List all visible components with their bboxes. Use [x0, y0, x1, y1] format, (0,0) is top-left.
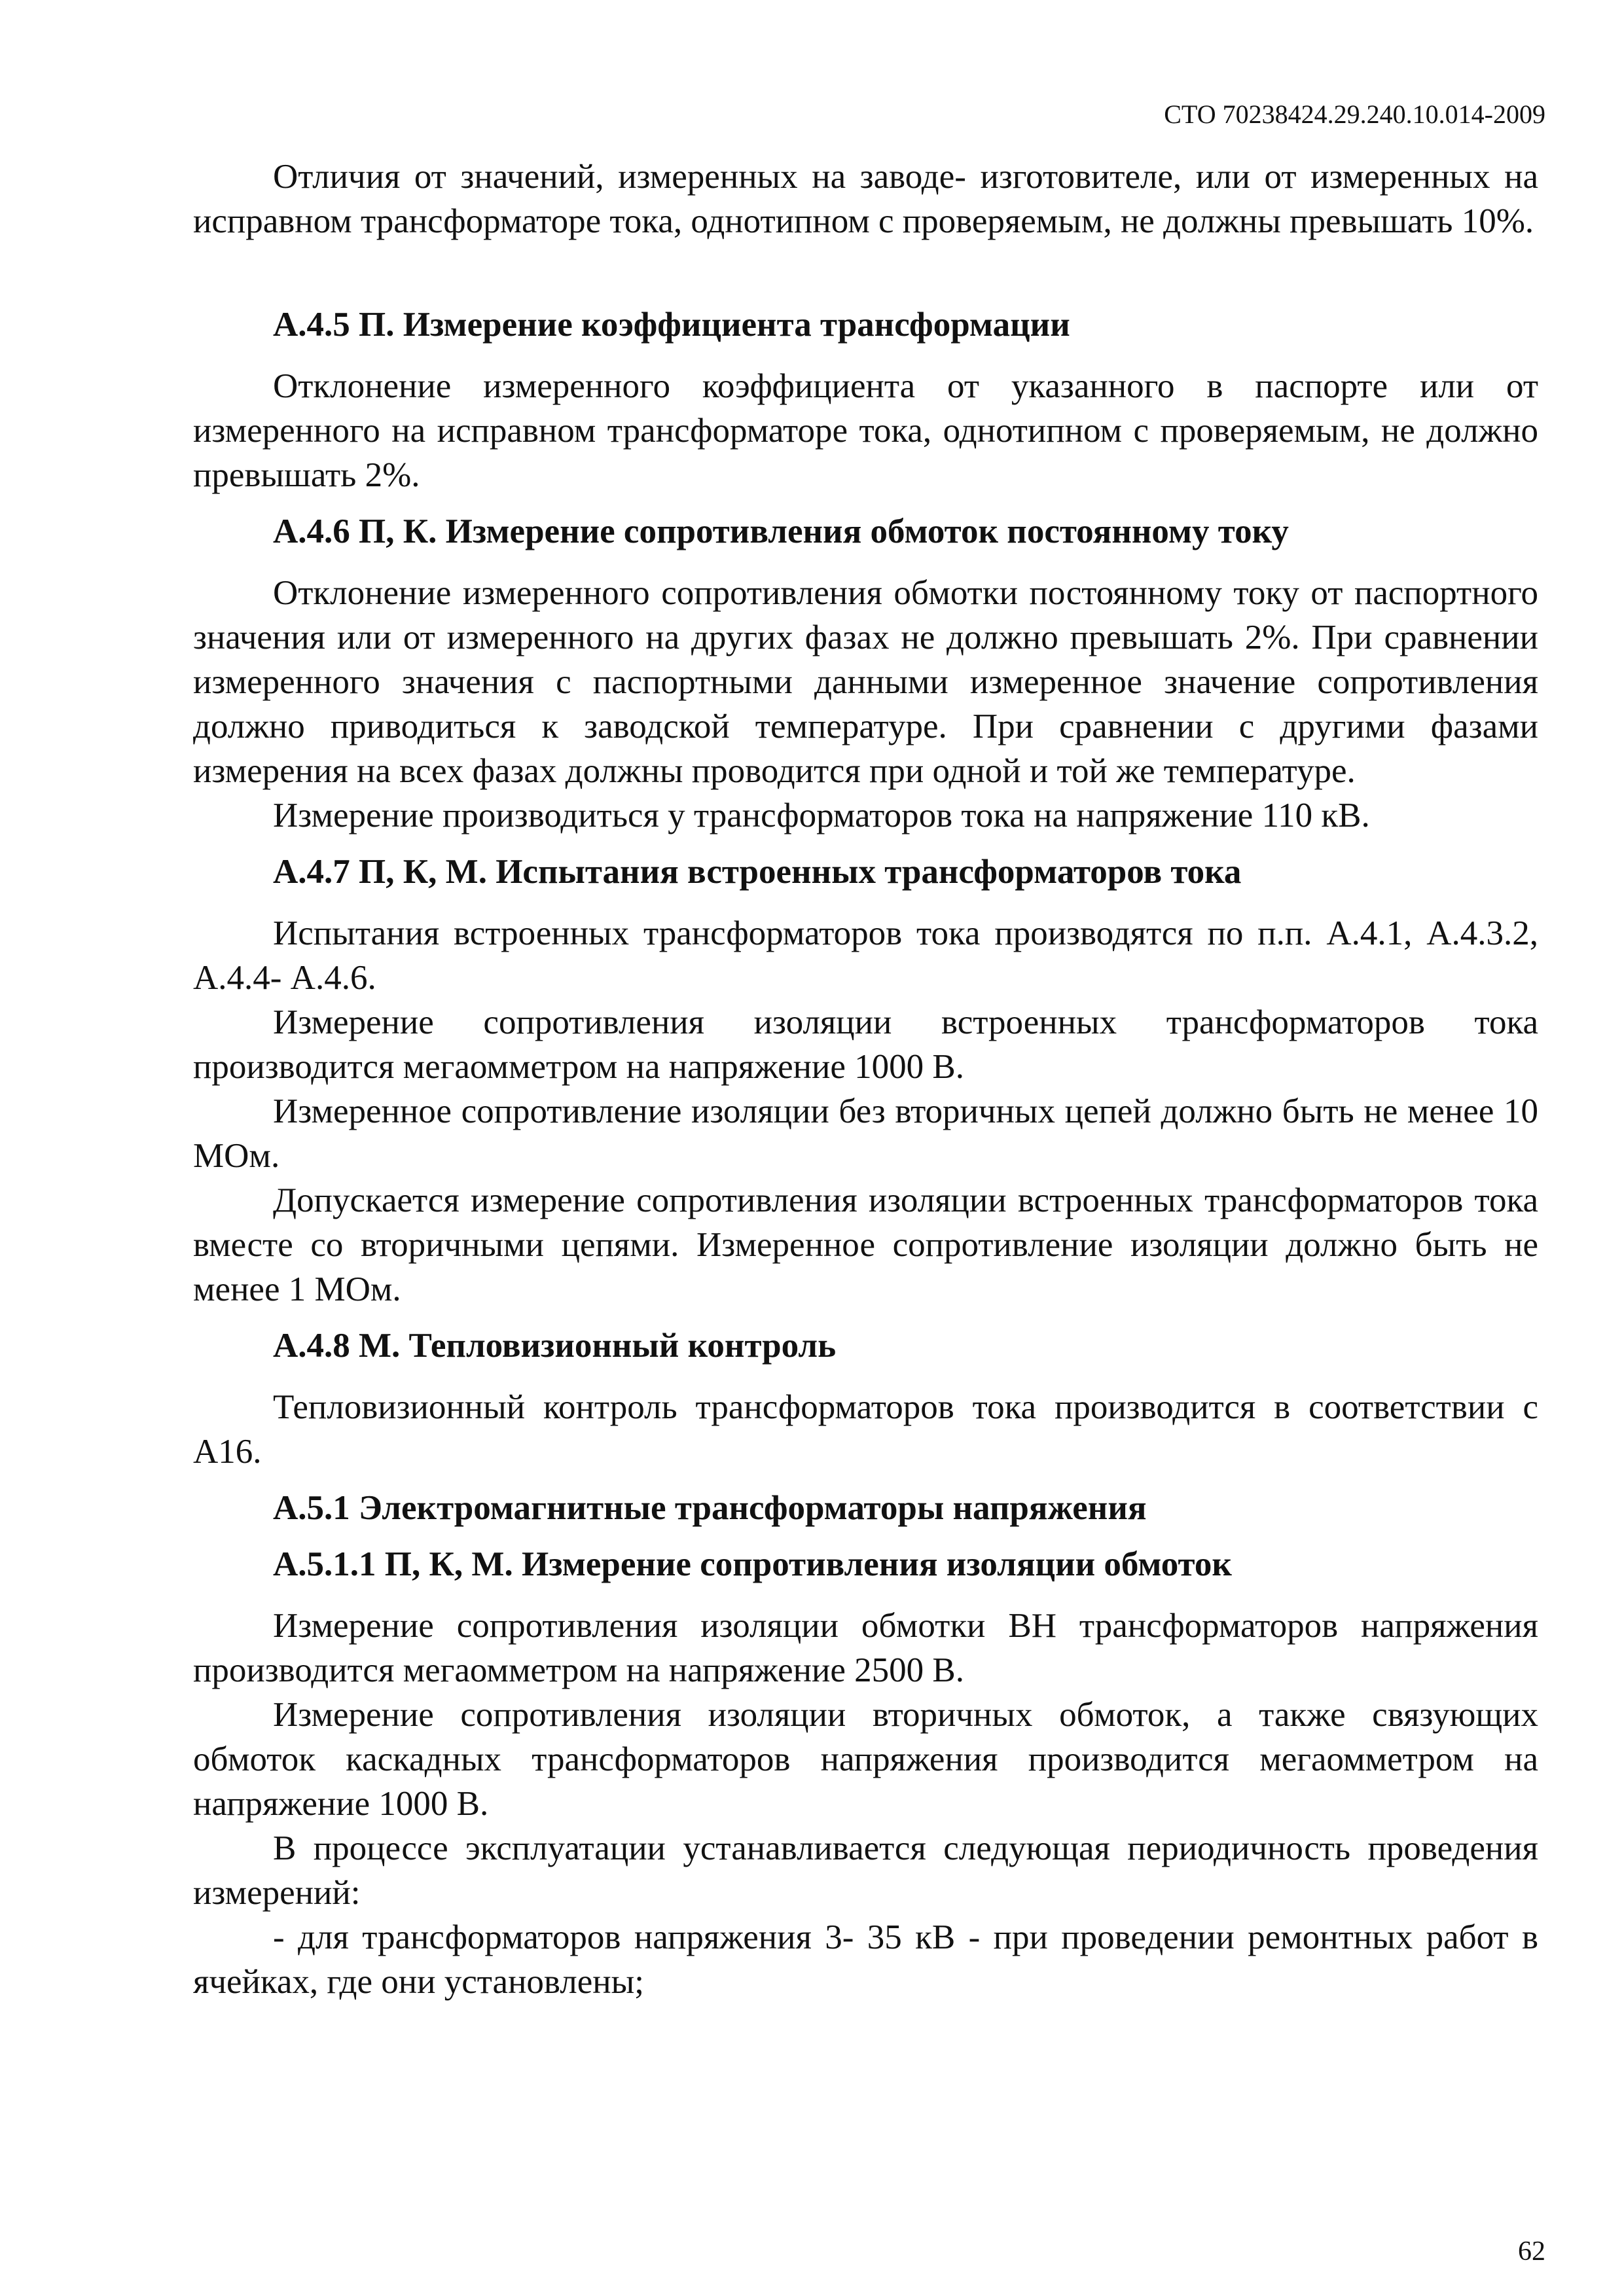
paragraph-a48: Тепловизионный контроль трансформаторов тока производится в соответствии с А16. — [193, 1388, 1538, 1471]
paragraph-a47-2: Измерение сопротивления изоляции встроенных трансформаторов тока производится мегаомметром на напряжение 1000 В. — [193, 1003, 1538, 1086]
document-body — [193, 154, 1538, 2004]
document-code: СТО 70238424.29.240.10.014-2009 — [1164, 99, 1545, 129]
paragraph-a47-4: Допускается измерение сопротивления изоляции встроенных трансформаторов тока вместе со вторичными цепями. Измеренное сопротивление изоляции должно быть не менее 1 МОм. — [193, 1181, 1538, 1308]
heading-a48: А.4.8 М. Тепловизионный контроль — [273, 1327, 837, 1365]
paragraph-a47-3: Измеренное сопротивление изоляции без вторичных цепей должно быть не менее 10 МОм. — [193, 1092, 1538, 1175]
paragraph-a46-1: Отклонение измеренного сопротивления обмотки постоянному току от паспортного значения или от измеренного на других фазах не должно превышать 2%. При сравнении измеренного значения с паспортными данными измеренное значение сопротивления должно приводиться к заводской температуре. При сравнении с другими фазами измерения на всех фазах должны проводится при одной и той же температуре. — [193, 574, 1538, 790]
paragraph-a511-2: Измерение сопротивления изоляции вторичных обмоток, а также связующих обмоток каскадных трансформаторов напряжения производится мегаомметром на напряжение 1000 В. — [193, 1696, 1538, 1823]
paragraph-a511-3: В процессе эксплуатации устанавливается следующая периодичность проведения измерений: — [193, 1829, 1538, 1912]
heading-a511: А.5.1.1 П, К, М. Измерение сопротивления изоляции обмоток — [273, 1545, 1232, 1583]
heading-a51: А.5.1 Электромагнитные трансформаторы напряжения — [273, 1489, 1147, 1527]
paragraph-a47-1: Испытания встроенных трансформаторов тока производятся по п.п. А.4.1, А.4.3.2, А.4.4- А.4.6. — [193, 914, 1538, 997]
paragraph-a45: Отклонение измеренного коэффициента от указанного в паспорте или от измеренного на исправном трансформаторе тока, однотипном с проверяемым, не должно превышать 2%. — [193, 367, 1538, 494]
paragraph-a46-2: Измерение производиться у трансформаторов тока на напряжение 110 кВ. — [273, 797, 1370, 834]
heading-a47: А.4.7 П, К, М. Испытания встроенных трансформаторов тока — [273, 853, 1242, 891]
heading-a45: А.4.5 П. Измерение коэффициента трансформации — [273, 306, 1070, 344]
paragraph-a511-1: Измерение сопротивления изоляции обмотки ВН трансформаторов напряжения производится мегаомметром на напряжение 2500 В. — [193, 1607, 1538, 1689]
paragraph-deviation-limit: Отличия от значений, измеренных на заводе- изготовителе, или от измеренных на исправном трансформаторе тока, однотипном с проверяемым, не должны превышать 10%. — [193, 158, 1538, 240]
heading-a46: А.4.6 П, К. Измерение сопротивления обмоток постоянному току — [273, 512, 1289, 550]
page-number: 62 — [1518, 2236, 1545, 2267]
paragraph-a511-4: - для трансформаторов напряжения 3- 35 кВ - при проведении ремонтных работ в ячейках, где они установлены; — [193, 1918, 1538, 2001]
